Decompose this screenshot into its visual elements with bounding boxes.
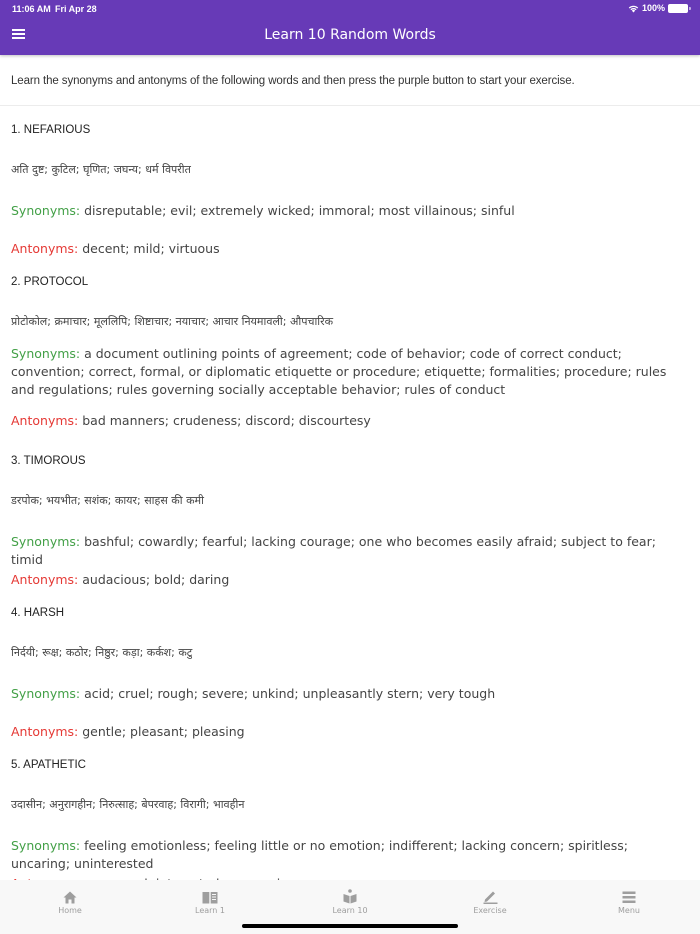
synonyms-text: feeling emotionless; feeling little or no emotion; indifferent; lacking concern; spiritless; uncaring; uninterested — [11, 838, 628, 871]
synonyms-label: Synonyms: — [11, 838, 81, 853]
word-title: 5. APATHETIC — [11, 759, 86, 771]
tab-label: Menu — [618, 906, 640, 915]
synonyms-label: Synonyms: — [11, 346, 81, 361]
synonyms-row — [11, 817, 689, 871]
tab-label: Learn 10 — [332, 906, 368, 915]
synonyms-row — [11, 665, 689, 703]
tab-label: Exercise — [473, 906, 507, 915]
home-indicator[interactable] — [242, 924, 458, 928]
synonyms-label: Synonyms: — [11, 203, 81, 218]
tab-label: Learn 1 — [195, 906, 225, 915]
tab-menu[interactable] — [589, 888, 669, 915]
wifi-icon — [628, 4, 639, 13]
word-title: 1. NEFARIOUS — [11, 124, 91, 136]
page-title: Learn 10 Random Words — [264, 27, 436, 43]
hindi-meaning: निर्दयी; रूक्ष; कठोर; निष्ठुर; कड़ा; कर्कश; कटु — [11, 646, 193, 659]
home-icon — [63, 891, 77, 904]
intro-text: Learn the synonyms and antonyms of the following words and then press the purple button to start your exercise. — [0, 55, 700, 106]
hindi-meaning: अति दुष्ट; कुटिल; घृणित; जघन्य; धर्म विपरीत — [11, 163, 191, 176]
antonyms-label: Antonyms: — [11, 724, 79, 739]
synonyms-text: acid; cruel; rough; severe; unkind; unpleasantly stern; very tough — [84, 686, 496, 701]
synonyms-text: a document outlining points of agreement; code of behavior; code of correct conduct; convention; correct, formal, or diplomatic etiquette or procedure; etiquette; formalities; procedure; rules and regulations; rules governing socially acceptable behavior; rules of conduct — [11, 346, 667, 397]
antonyms-row — [11, 551, 689, 589]
status-bar — [0, 0, 700, 18]
synonyms-text: bashful; cowardly; fearful; lacking courage; one who becomes easily afraid; subject to fear; timid — [11, 534, 656, 567]
tab-label: Home — [58, 906, 82, 915]
antonyms-label: Antonyms: — [11, 572, 79, 587]
word-title: 4. HARSH — [11, 607, 65, 619]
word-item — [0, 437, 700, 589]
antonyms-label: Antonyms: — [11, 413, 79, 428]
tab-learn-1[interactable] — [170, 888, 250, 915]
hindi-meaning: उदासीन; अनुरागहीन; निरुत्साह; बेपरवाह; विरागी; भावहीन — [11, 798, 245, 811]
word-title: 3. TIMOROUS — [11, 455, 86, 467]
word-item — [0, 258, 700, 437]
hindi-meaning: प्रोटोकोल; क्रमाचार; मूललिपि; शिष्टाचार; नयाचार; आचार नियमावली; औपचारिक — [11, 315, 334, 328]
synonyms-row — [11, 182, 689, 220]
synonyms-row — [11, 513, 689, 567]
book-icon — [202, 891, 218, 904]
status-date: Fri Apr 28 — [55, 4, 97, 14]
word-list[interactable] — [0, 106, 700, 880]
antonyms-text: audacious; bold; daring — [82, 572, 230, 587]
antonyms-row — [11, 399, 689, 437]
app-header — [0, 0, 700, 55]
antonyms-text: bad manners; crudeness; discord; discourtesy — [82, 413, 371, 428]
word-title: 2. PROTOCOL — [11, 276, 89, 288]
synonyms-text: disreputable; evil; extremely wicked; immoral; most villainous; sinful — [84, 203, 515, 218]
menu-icon — [622, 891, 636, 904]
antonyms-label: Antonyms: — [11, 241, 79, 256]
battery-icon — [668, 4, 688, 13]
hindi-meaning: डरपोक; भयभीत; सशंक; कायर; साहस की कमी — [11, 494, 204, 507]
antonyms-row — [11, 703, 689, 741]
antonyms-text: gentle; pleasant; pleasing — [82, 724, 245, 739]
pencil-icon — [483, 889, 498, 904]
tab-learn-10[interactable] — [310, 888, 390, 915]
word-item — [0, 106, 700, 258]
tab-home[interactable] — [30, 888, 110, 915]
tab-exercise[interactable] — [450, 888, 530, 915]
synonyms-label: Synonyms: — [11, 686, 81, 701]
word-item — [0, 741, 700, 893]
antonyms-text: decent; mild; virtuous — [82, 241, 220, 256]
reader-icon — [343, 889, 357, 904]
antonyms-row — [11, 220, 689, 258]
synonyms-row — [11, 334, 689, 399]
status-time: 11:06 AM — [12, 4, 51, 14]
battery-percent: 100% — [641, 3, 665, 13]
word-item — [0, 589, 700, 741]
synonyms-label: Synonyms: — [11, 534, 81, 549]
status-indicators — [628, 3, 688, 13]
